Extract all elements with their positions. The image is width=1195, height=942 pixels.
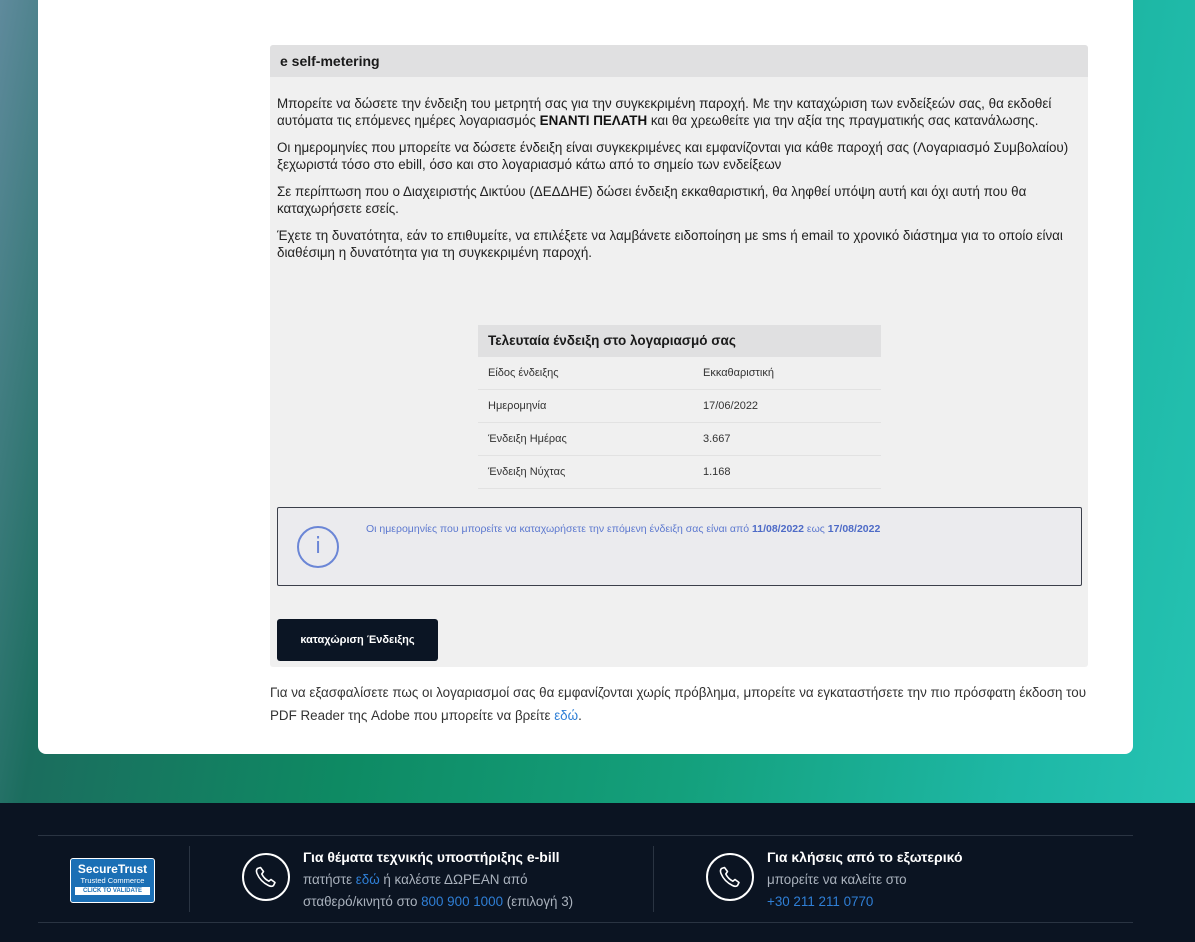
customer-bill-bold: ΕΝΑΝΤΙ ΠΕΛΑΤΗ bbox=[539, 113, 648, 128]
abroad-text: μπορείτε να καλείτε στο +30 211 211 0770 bbox=[767, 872, 907, 909]
next-reading-dates: Οι ημερομηνίες που μπορείτε να καταχωρήσετε την επόμενη ένδειξη σας είναι από 11/08/2022 εως 17/08/2022 bbox=[366, 523, 881, 535]
phone-icon bbox=[706, 853, 754, 901]
adobe-reader-link[interactable]: εδώ bbox=[554, 708, 579, 723]
abroad-phone-link[interactable]: +30 211 211 0770 bbox=[767, 894, 874, 909]
self-metering-panel bbox=[270, 45, 1088, 667]
table-row bbox=[478, 423, 881, 456]
info-icon: i bbox=[297, 526, 339, 568]
next-reading-info-box bbox=[277, 507, 1082, 586]
dates-paragraph: Οι ημερομηνίες που μπορείτε να δώσετε ένδειξη είναι συγκεκριμένες και εμφανίζονται για κάθε παροχή σας (Λογαριασμό Συμβολαίου) ξεχωριστά τόσο στο ebill, όσο και στο λογαριασμό κάτω από το σημείο των ενδείξεων bbox=[277, 140, 1069, 172]
phone-icon bbox=[242, 853, 290, 901]
adobe-reader-note: Για να εξασφαλίσετε πως οι λογαριασμοί σας θα εμφανίζονται χωρίς πρόβλημα, μπορείτε να εγκαταστήσετε την πιο πρόσφατη έκδοση του PDF Reader της Adobe που μπορείτε να βρείτε εδώ. bbox=[270, 685, 1087, 723]
reading-label: Ένδειξη Ημέρας bbox=[488, 433, 567, 445]
reading-value: 17/06/2022 bbox=[703, 400, 759, 412]
submit-reading-button[interactable]: καταχώριση Ένδειξης bbox=[277, 619, 438, 661]
reading-label: Ένδειξη Νύχτας bbox=[488, 466, 566, 478]
operator-paragraph: Σε περίπτωση που ο Διαχειριστής Δικτύου (ΔΕΔΔΗΕ) δώσει ένδειξη εκκαθαριστική, θα ληφθεί υπόψη αυτή και όχι αυτή που θα καταχωρήσετε εσείς. bbox=[277, 184, 1027, 216]
table-row bbox=[478, 357, 881, 390]
reading-label: Είδος ένδειξης bbox=[488, 367, 559, 379]
support-title: Για θέματα τεχνικής υποστήριξης e-bill bbox=[303, 849, 560, 865]
footer-divider bbox=[38, 922, 1133, 923]
footer-separator bbox=[189, 846, 190, 912]
support-phone-link[interactable]: 800 900 1000 bbox=[421, 894, 504, 909]
date-to: 17/08/2022 bbox=[827, 523, 881, 535]
notification-paragraph: Έχετε τη δυνατότητα, εάν το επιθυμείτε, να επιλέξετε να λαμβάνετε ειδοποίηση με sms ή email το χρονικό διάστημα για το οποίο είναι διαθέσιμη η δυνατότητα για τη συγκεκριμένη παροχή. bbox=[277, 228, 1063, 260]
table-row bbox=[478, 390, 881, 423]
footer-separator bbox=[653, 846, 654, 912]
last-reading-table bbox=[478, 325, 881, 489]
content-card bbox=[38, 0, 1133, 754]
reading-label: Ημερομηνία bbox=[488, 400, 547, 412]
footer-divider bbox=[38, 835, 1133, 836]
reading-value: Εκκαθαριστική bbox=[703, 367, 774, 379]
securetrust-badge[interactable]: SecureTrust Trusted Commerce CLICK TO VALIDATE bbox=[70, 858, 155, 903]
intro-paragraph: Μπορείτε να δώσετε την ένδειξη του μετρητή σας για την συγκεκριμένη παροχή. Με την καταχώριση των ενδείξεών σας, θα εκδοθεί αυτόματα τις επόμενες ημέρες λογαριασμός ΕΝΑΝΤΙ ΠΕΛΑΤΗ και θα χρεωθείτε για την αξία της πραγματικής σας κατανάλωσης. bbox=[277, 96, 1052, 128]
table-row bbox=[478, 456, 881, 489]
panel-title: e self-metering bbox=[270, 45, 1088, 77]
support-text: πατήστε εδώ ή καλέστε ΔΩΡΕΑΝ από σταθερό/κινητό στο 800 900 1000 (επιλογή 3) bbox=[303, 872, 574, 909]
panel-body bbox=[270, 77, 1088, 261]
reading-value: 3.667 bbox=[703, 433, 731, 445]
reading-value: 1.168 bbox=[703, 466, 731, 478]
date-from: 11/08/2022 bbox=[751, 523, 804, 535]
abroad-title: Για κλήσεις από το εξωτερικό bbox=[767, 849, 963, 865]
footer bbox=[0, 803, 1195, 942]
support-link[interactable]: εδώ bbox=[355, 872, 380, 887]
last-reading-title: Τελευταία ένδειξη στο λογαριασμό σας bbox=[478, 325, 881, 357]
